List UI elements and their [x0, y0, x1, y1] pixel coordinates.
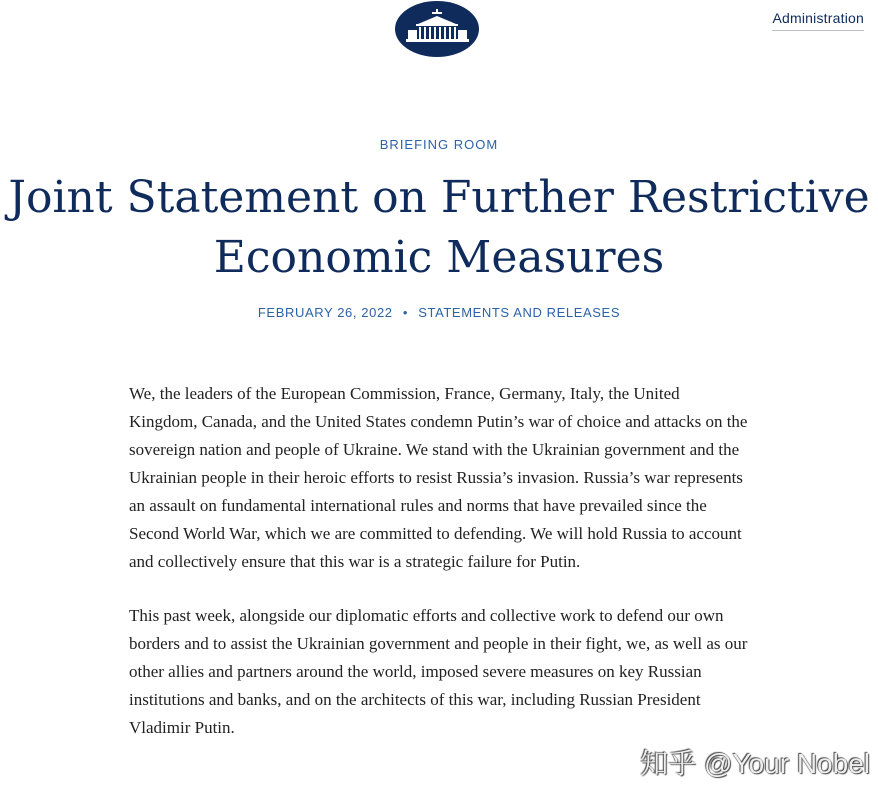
page-title [0, 168, 878, 288]
category-link[interactable]: STATEMENTS AND RELEASES [418, 305, 621, 320]
watermark: 知乎 @Your Nobel [640, 748, 870, 779]
white-house-logo[interactable] [394, 0, 480, 58]
nav-administration-link[interactable]: Administration [772, 10, 864, 31]
title-line-2: Economic Measures [213, 232, 665, 283]
paragraph: This past week, alongside our diplomatic efforts and collective work to defend our own borders and to assist the Ukrainian government and people in their fight, we, as well as our other allies and partners around the world, imposed severe measures on key Russian institutions and banks, and on the architects of this war, including Russian President Vladimir Putin. [129, 606, 748, 737]
paragraph: We, the leaders of the European Commission, France, Germany, Italy, the United Kingdom, Canada, and the United States condemn Putin’s war of choice and attacks on the sovereign nation and people of Ukraine. We stand with the Ukrainian government and the Ukrainian people in their heroic efforts to resist Russia’s invasion. Russia’s war represents an assault on fundamental international rules and norms that have prevailed since the Second World War, which we are committed to defending. We will hold Russia to account and collectively ensure that this war is a strategic failure for Putin. [129, 384, 748, 571]
title-line-1: Joint Statement on Further Restrictive [8, 172, 870, 223]
briefing-room-label[interactable]: BRIEFING ROOM [379, 137, 499, 152]
article-date: FEBRUARY 26, 2022 [257, 305, 393, 320]
meta-separator: • [402, 305, 409, 320]
article-meta [0, 305, 878, 320]
article-body [129, 380, 751, 768]
